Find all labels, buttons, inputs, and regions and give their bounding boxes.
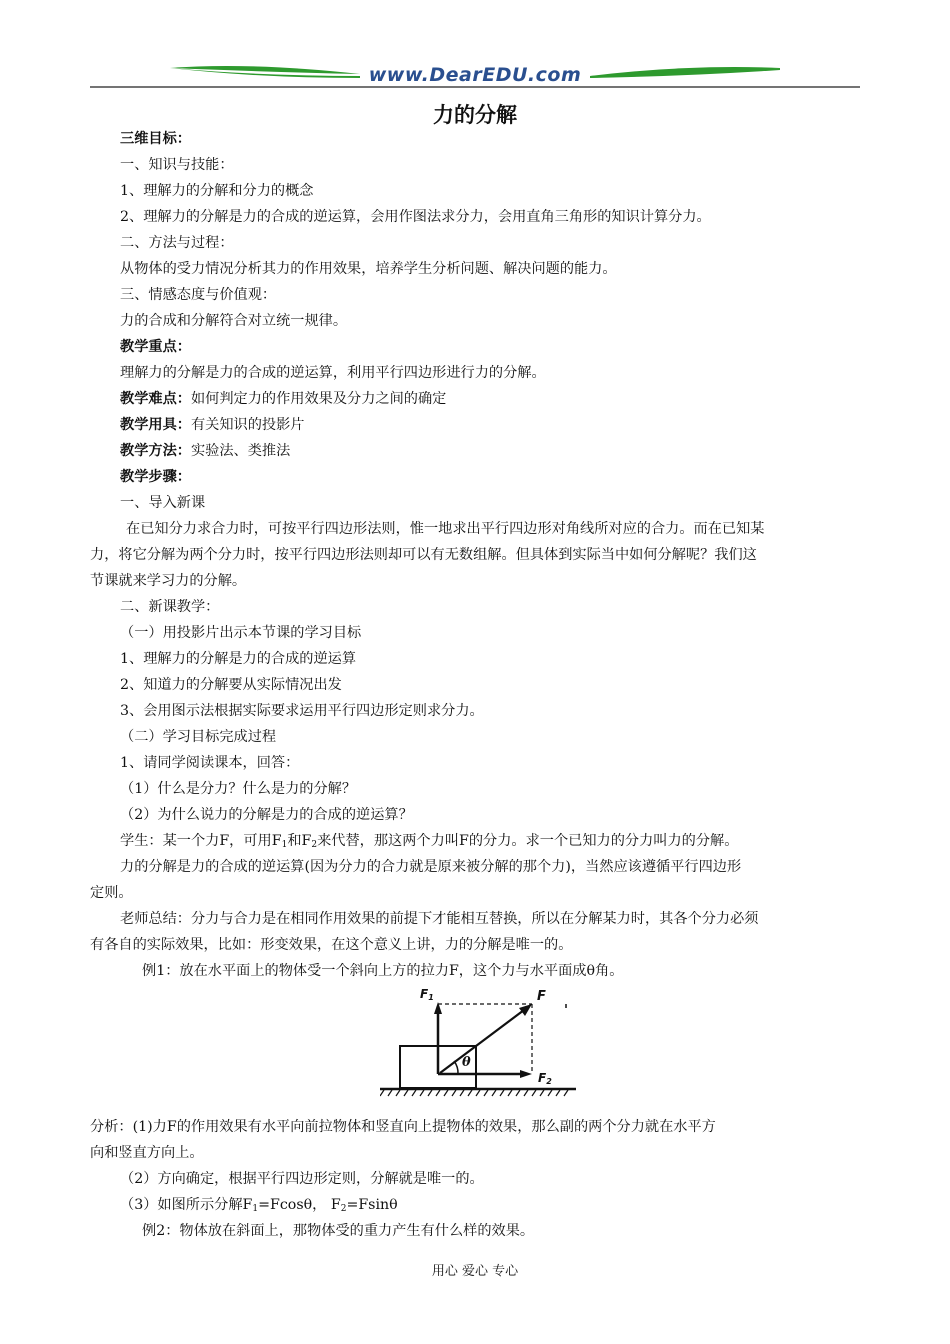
sub-1: 1	[281, 840, 288, 850]
goal-3a: 力的合成和分解符合对立统一规律。	[120, 313, 348, 329]
difficulty-label: 教学难点：	[120, 391, 191, 407]
step-2a-2: 2、知道力的分解要从实际情况出发	[120, 677, 342, 693]
analysis-3b: =Fcosθ， F	[258, 1197, 341, 1213]
analysis-3a: （3）如图所示分解F	[120, 1197, 253, 1213]
force-f-arrow	[440, 1007, 528, 1073]
analysis-3c: =Fsinθ	[346, 1197, 398, 1213]
analysis-1b: 向和竖直方向上。	[90, 1145, 204, 1161]
theta-arc	[454, 1061, 458, 1074]
method-text: 实验法、类推法	[190, 443, 291, 459]
question-1: （1）什么是分力？什么是力的分解？	[120, 781, 357, 797]
tools-line	[90, 412, 860, 438]
analysis-1a: 分析：(1)力F的作用效果有水平向前拉物体和竖直向上提物体的效果，那么副的两个分力就在水平方	[90, 1119, 716, 1135]
student-answer-a: 学生：某一个力F，可用F	[120, 833, 282, 849]
student-answer	[90, 828, 860, 854]
tools-text: 有关知识的投影片	[190, 417, 305, 433]
sub-2: 2	[311, 840, 318, 850]
goal-3: 三、情感态度与价值观：	[120, 287, 277, 303]
paragraph-2a: 力的分解是力的合成的逆运算(因为分力的合力就是原来被分解的那个力)，当然应该遵循平行四边形	[120, 859, 742, 875]
step-2b: （二）学习目标完成过程	[120, 729, 277, 745]
paragraph-2b: 定则。	[90, 885, 133, 901]
goal-1b: 2、理解力的分解是力的合成的逆运算，会用作图法求分力，会用直角三角形的知识计算分力。	[120, 209, 711, 225]
label-f2: F2	[538, 1071, 552, 1086]
paragraph-1a: 在已知分力求合力时，可按平行四边形法则，惟一地求出平行四边形对角线所对应的合力。而在已知某	[126, 521, 765, 537]
example-1: 例1：放在水平面上的物体受一个斜向上方的拉力F，这个力与水平面成θ角。	[142, 963, 624, 979]
goal-2: 二、方法与过程：	[120, 235, 234, 251]
paragraph-1c: 节课就来学习力的分解。	[90, 573, 247, 589]
step-2: 二、新课教学：	[120, 599, 220, 615]
steps-heading: 教学步骤：	[120, 469, 191, 485]
step-2a-1: 1、理解力的分解是力的合成的逆运算	[120, 651, 357, 667]
key-point-heading: 教学重点：	[120, 339, 191, 355]
label-f1: F1	[420, 987, 434, 1002]
page-footer: 用心 爱心 专心	[431, 1264, 519, 1279]
difficulty-text: 如何判定力的作用效果及分力之间的确定	[190, 391, 447, 407]
label-f: F	[537, 989, 546, 1004]
force-diagram	[90, 984, 860, 1114]
page-title: 力的分解	[433, 103, 517, 127]
force-diagram-svg	[380, 986, 580, 1112]
step-2a-3: 3、会用图示法根据实际要求运用平行四边形定则求分力。	[120, 703, 484, 719]
step-2b-1: 1、请同学阅读课本，回答：	[120, 755, 300, 771]
goal-1: 一、知识与技能：	[120, 157, 234, 173]
goals-heading: 三维目标：	[120, 131, 191, 147]
force-f-arrowhead	[519, 1004, 532, 1016]
key-point-text: 理解力的分解是力的合成的逆运算，利用平行四边形进行力的分解。	[120, 365, 546, 381]
method-label: 教学方法：	[120, 443, 191, 459]
an-sub-2: 2	[340, 1204, 347, 1214]
student-answer-c: 来代替，那这两个力叫F的分力。求一个已知力的分力叫力的分解。	[317, 833, 739, 849]
difficulty-line	[90, 386, 860, 412]
force-f2-arrowhead	[520, 1070, 532, 1078]
paragraph-3a: 老师总结：分力与合力是在相同作用效果的前提下才能相互替换，所以在分解某力时，其各个分力必须	[120, 911, 759, 927]
ground-hatch	[380, 1090, 568, 1096]
label-theta: θ	[462, 1055, 471, 1070]
step-2a: （一）用投影片出示本节课的学习目标	[120, 625, 362, 641]
method-line	[90, 438, 860, 464]
step-1: 一、导入新课	[120, 495, 206, 511]
document-body	[90, 126, 860, 1244]
site-logo-text[interactable]: www.DearEDU.com	[368, 64, 582, 86]
site-header	[90, 60, 860, 92]
tools-label: 教学用具：	[120, 417, 191, 433]
an-sub-1: 1	[252, 1204, 259, 1214]
paragraph-3b: 有各自的实际效果，比如：形变效果，在这个意义上讲，力的分解是唯一的。	[90, 937, 573, 953]
paragraph-1b: 力，将它分解为两个分力时，按平行四边形法则却可以有无数组解。但具体到实际当中如何分解呢？我们这	[90, 547, 757, 563]
goal-2a: 从物体的受力情况分析其力的作用效果，培养学生分析问题、解决问题的能力。	[120, 261, 617, 277]
student-answer-b: 和F	[287, 833, 312, 849]
example-2: 例2：物体放在斜面上，那物体受的重力产生有什么样的效果。	[142, 1223, 535, 1239]
question-2: （2）为什么说力的分解是力的合成的逆运算？	[120, 807, 413, 823]
analysis-3	[90, 1192, 860, 1218]
analysis-2: （2）方向确定，根据平行四边形定则，分解就是唯一的。	[120, 1171, 484, 1187]
goal-1a: 1、理解力的分解和分力的概念	[120, 183, 314, 199]
